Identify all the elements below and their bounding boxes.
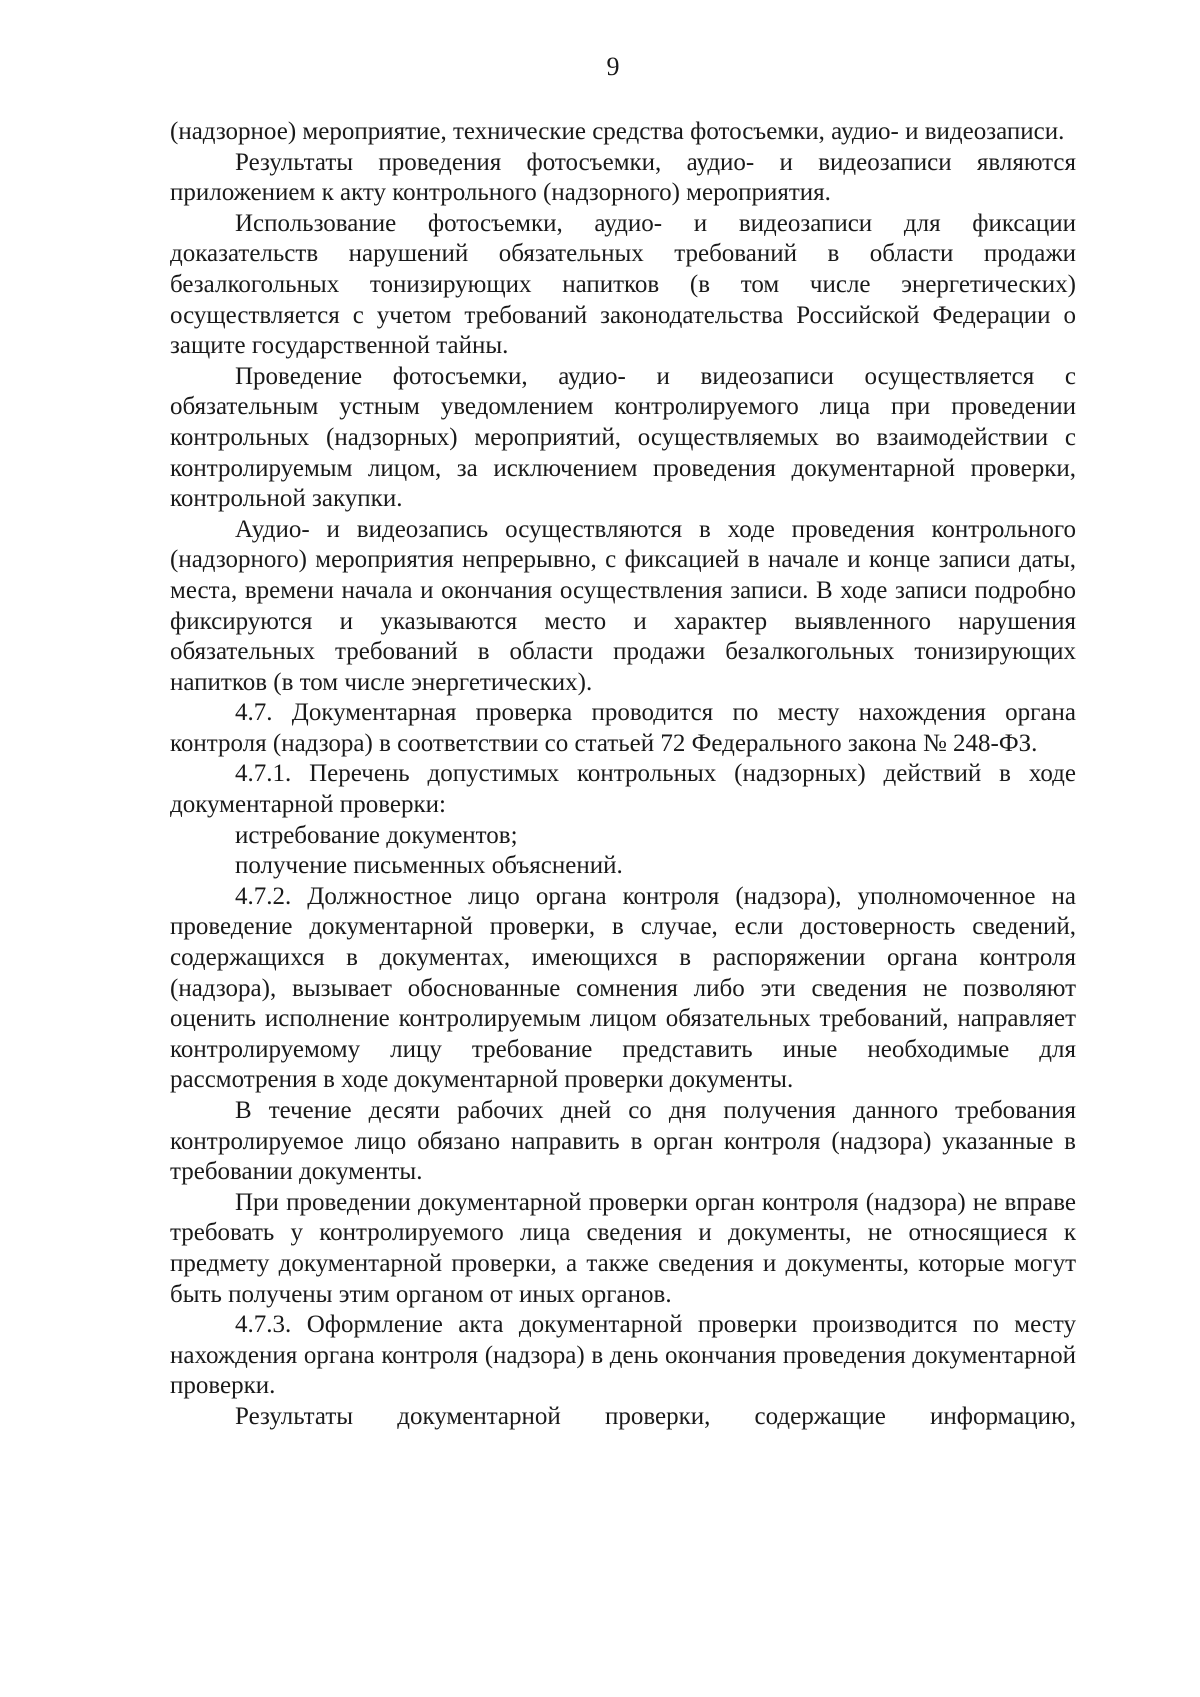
- document-body: [170, 117, 1076, 1433]
- paragraph-4-7: 4.7. Документарная проверка проводится по месту нахождения органа контроля (надзора) в соответствии со статьей 72 Федерального закона № 248-ФЗ.: [170, 699, 1076, 757]
- paragraph-results-attachment: Результаты проведения фотосъемки, аудио- и видеозаписи являются приложением к акту контрольного (надзорного) мероприятия.: [170, 148, 1076, 207]
- list-item-written-explanations: получение письменных объяснений.: [235, 852, 623, 880]
- paragraph-recording-notification: Проведение фотосъемки, аудио- и видеозаписи осуществляется с обязательным устным уведомлением контролируемого лица при проведении контрольных (надзорных) мероприятий, осуществляемых во взаимодействии с контролируемым лицом, за исключением проведения документарной проверки, контрольной закупки.: [170, 362, 1076, 513]
- paragraph-results-documentary-check: Результаты документарной проверки, содержащие информацию,: [235, 1402, 1076, 1430]
- paragraph-4-7-3: 4.7.3. Оформление акта документарной проверки производится по месту нахождения органа контроля (надзора) в день окончания проведения документарной проверки.: [170, 1311, 1076, 1400]
- page-number: 9: [606, 52, 620, 81]
- paragraph-ten-working-days: В течение десяти рабочих дней со дня получения данного требования контролируемое лицо обязано направить в орган контроля (надзора) указанные в требовании документы.: [170, 1097, 1076, 1186]
- paragraph-4-7-2: 4.7.2. Должностное лицо органа контроля (надзора), уполномоченное на проведение документарной проверки, в случае, если достоверность сведений, содержащихся в документах, имеющихся в распоряжении органа контроля (надзора), вызывает обоснованные сомнения либо эти сведения не позволяют оценить исполнение контролируемым лицом обязательных требований, направляет контролируемому лицу требование представить иные необходимые для рассмотрения в ходе документарной проверки документы.: [170, 882, 1076, 1094]
- paragraph-use-of-recording: Использование фотосъемки, аудио- и видеозаписи для фиксации доказательств нарушений обязательных требований в области продажи безалкогольных тонизирующих напитков (в том числе энергетических) осуществляется с учетом требований законодательства Российской Федерации о защите государственной тайны.: [170, 209, 1076, 360]
- paragraph-continuation: (надзорное) мероприятие, технические средства фотосъемки, аудио- и видеозаписи.: [170, 118, 1065, 145]
- list-item-request-documents: истребование документов;: [235, 821, 518, 849]
- paragraph-recording-continuous: Аудио- и видеозапись осуществляются в ходе проведения контрольного (надзорного) мероприятия непрерывно, с фиксацией в начале и конце записи даты, места, времени начала и окончания осуществления записи. В ходе записи подробно фиксируются и указываются место и характер выявленного нарушения обязательных требований в области продажи безалкогольных тонизирующих напитков (в том числе энергетических).: [170, 515, 1076, 696]
- paragraph-4-7-1: 4.7.1. Перечень допустимых контрольных (надзорных) действий в ходе документарной проверки:: [170, 760, 1076, 819]
- paragraph-not-entitled-to-request: При проведении документарной проверки орган контроля (надзора) не вправе требовать у контролируемого лица сведения и документы, не относящиеся к предмету документарной проверки, а также сведения и документы, которые могут быть получены этим органом от иных органов.: [170, 1188, 1076, 1308]
